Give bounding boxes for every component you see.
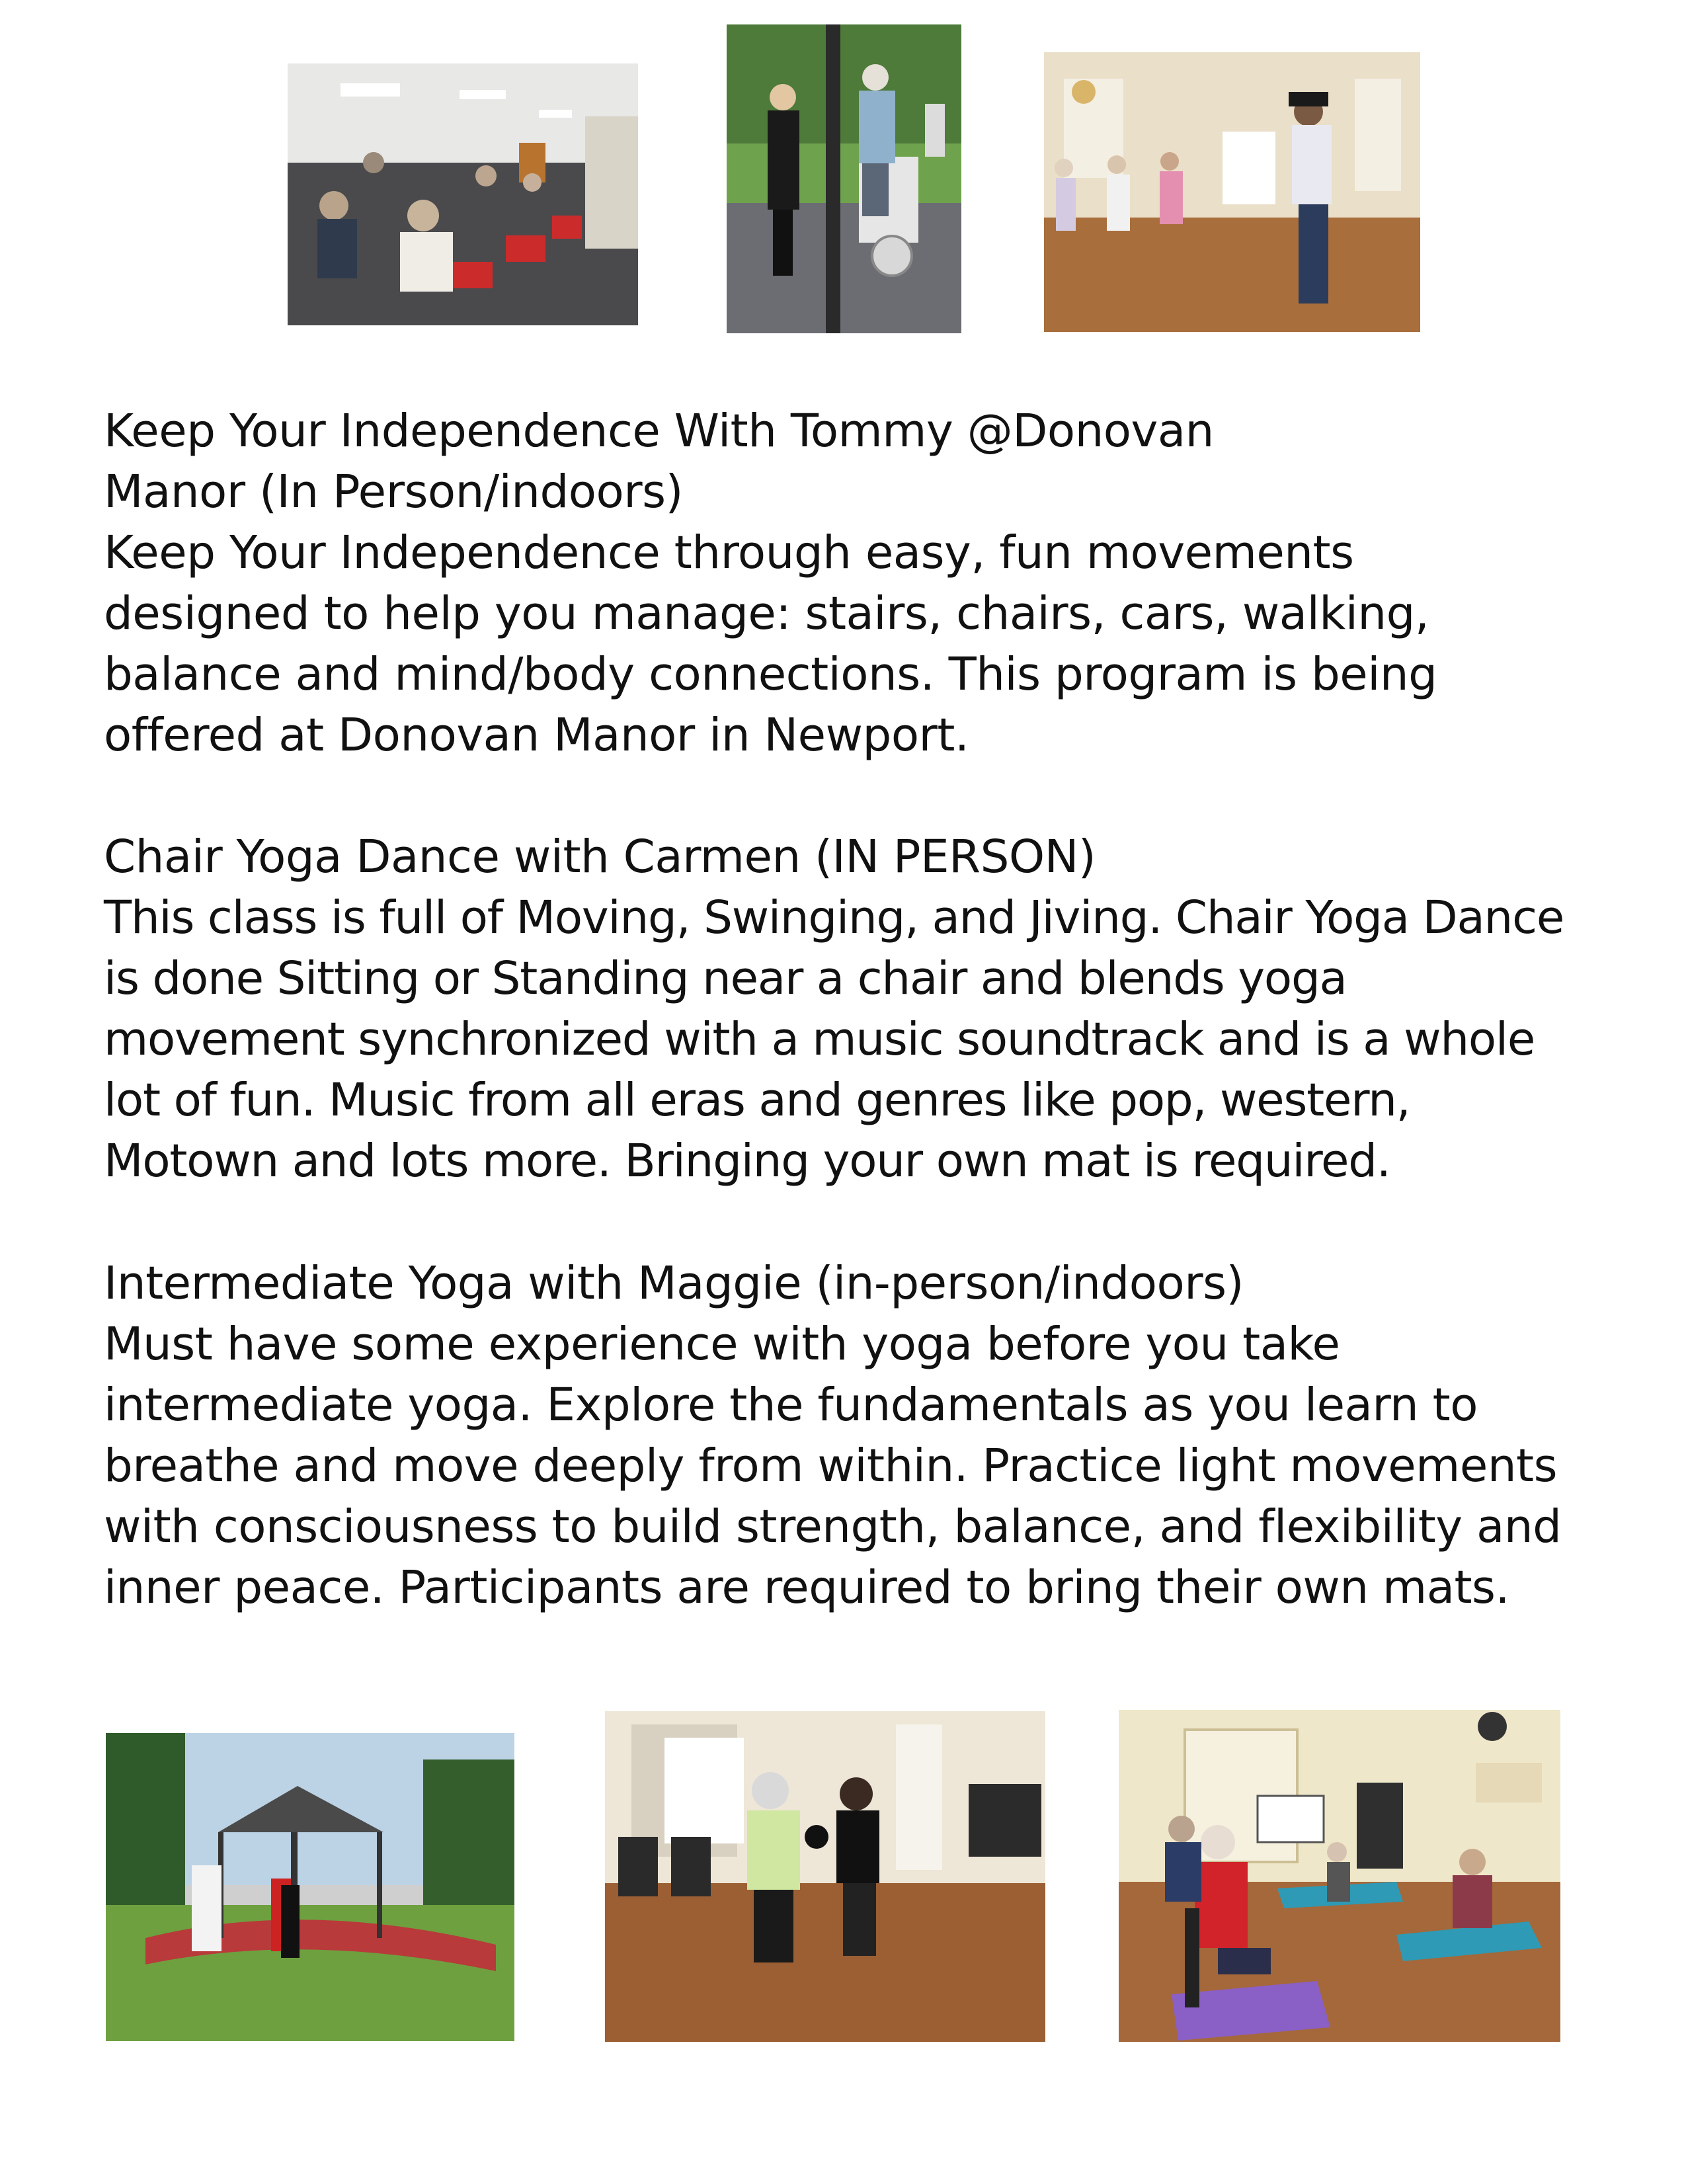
- program-chair-yoga-dance: [104, 827, 1598, 1192]
- program-title: Chair Yoga Dance with Carmen (IN PERSON): [104, 830, 1096, 883]
- outdoor-fitness-equipment-photo: [727, 24, 961, 333]
- program-intermediate-yoga: [104, 1253, 1598, 1618]
- program-keep-independence: [104, 401, 1598, 766]
- program-description: Must have some experience with yoga before you take intermediate yoga. Explore the fundamentals as you learn to breathe and move deeply from within. Practice light movements with consciousness to build strength, balance, and flexibility and inner peace. Participants are required to bring their own mats.: [104, 1318, 1562, 1614]
- program-description: This class is full of Moving, Swinging, and Jiving. Chair Yoga Dance is done Sitting or Standing near a chair and blends yoga movement synchronized with a music soundtrack and is a whole lot of fun. Music from all eras and genres like pop, western, Motown and lots more. Bringing your own mat is required.: [104, 891, 1564, 1188]
- line-dance-class-photo: [1044, 52, 1420, 332]
- outdoor-fitness-park-photo: [106, 1733, 514, 2041]
- group-exercise-class-photo: [288, 63, 638, 325]
- program-title: Intermediate Yoga with Maggie (in-person/indoors): [104, 1257, 1244, 1310]
- chair-yoga-class-photo: [1119, 1710, 1560, 2042]
- program-description: Keep Your Independence through easy, fun movements designed to help you manage: stairs, chairs, cars, walking, balance and mind/body connections. This program is being offered at Donovan Manor in Newport.: [104, 526, 1437, 762]
- program-title: Keep Your Independence With Tommy @Donovan Manor (In Person/indoors): [104, 405, 1214, 518]
- boxing-mitt-class-photo: [605, 1711, 1045, 2042]
